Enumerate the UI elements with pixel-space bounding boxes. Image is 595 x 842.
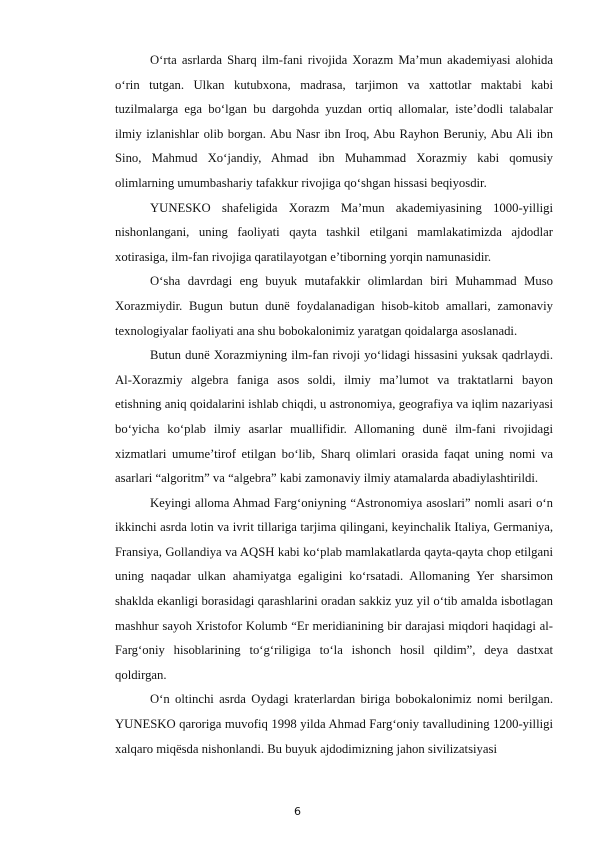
paragraph-farg-oniy: Keyingi alloma Ahmad Farg‘oniyning “Astronomiya asoslari” nomli asari o‘n ikkinchi asrda lotin va ivrit tillariga tarjima qilingani, keyinchalik Italiya, Germaniya, Fransiya, Gollandiya va AQSH kabi ko‘plab mamlakatlarda qayta-qayta chop etilgani uning naqadar ulkan ahamiyatga egaligini ko‘rsatadi. Allomaning Yer sharsimon shaklda ekanligi borasidagi qarashlarini oradan sakkiz yuz yil o‘tib amalda isbotlagan mashhur sayoh Xristofor Kolumb “Er meridianining bir darajasi miqdori haqidagi al-Farg‘oniy hisoblarining to‘g‘riligiga to‘la ishonch hosil qildim”, deya dastxat qoldirgan.: [115, 495, 553, 682]
document-body: [115, 48, 553, 761]
paragraph-yunesko: YUNESKO shafeligida Xorazm Ma’mun akademiyasining 1000-yilligi nishonlangani, uning faoliyati qayta tashkil etilgani mamlakatimizda ajdodlar xotirasiga, ilm-fan rivojiga qaratilayotgan e’tiborning yorqin namunasidir.: [115, 200, 553, 264]
page-number: 6: [294, 805, 301, 818]
paragraph-xorazmiy-hissasi: Butun dunё Xorazmiyning ilm-fan rivoji yo‘lidagi hissasini yuksak qadrlaydi. Al-Xorazmiy algebra faniga asos soldi, ilmiy ma’lumot va traktatlarni bayon etishning aniq qoidalarini ishlab chiqdi, u astronomiya, geografiya va iqlim nazariyasi bo‘yicha ko‘plab ilmiy asarlar muallifidir. Allomaning dunё ilm-fani rivojidagi xizmatlari umume’tirof etilgan bo‘lib, Sharq olimlari orasida faqat uning nomi va asarlari “algoritm” va “algebra” kabi zamonaviy ilmiy atamalarda abadiylashtirildi.: [115, 348, 553, 486]
paragraph-akademiya: O‘rta asrlarda Sharq ilm-fani rivojida Xorazm Ma’mun akademiyasi alohida o‘rin tutgan. Ulkan kutubxona, madrasa, tarjimon va xattotlar maktabi kabi tuzilmalarga ega bo‘lgan bu dargohda yuzdan ortiq allomalar, iste’dodli talabalar ilmiy izlanishlar olib borgan. Abu Nasr ibn Iroq, Abu Rayhon Beruniy, Abu Ali ibn Sino, Mahmud Xo‘jandiy, Ahmad ibn Muhammad Xorazmiy kabi qomusiy olimlarning umumbashariy tafakkur rivojiga qo‘shgan hissasi beqiyosdir.: [115, 53, 553, 190]
paragraph-xorazmiy: O‘sha davrdagi eng buyuk mutafakkir olimlardan biri Muhammad Muso Xorazmiydir. Bugun butun dunё foydalanadigan hisob-kitob amallari, zamonaviy texnologiyalar faoliyati ana shu bobokalonimiz yaratgan qoidalarga asoslanadi.: [115, 274, 553, 338]
paragraph-oydagi-krater: O‘n oltinchi asrda Oydagi kraterlardan biriga bobokalonimiz nomi berilgan. YUNESKO qaroriga muvofiq 1998 yilda Ahmad Farg‘oniy tavalludining 1200-yilligi xalqaro miqёsda nishonlandi. Bu buyuk ajdodimizning jahon sivilizatsiyasi: [115, 692, 553, 756]
